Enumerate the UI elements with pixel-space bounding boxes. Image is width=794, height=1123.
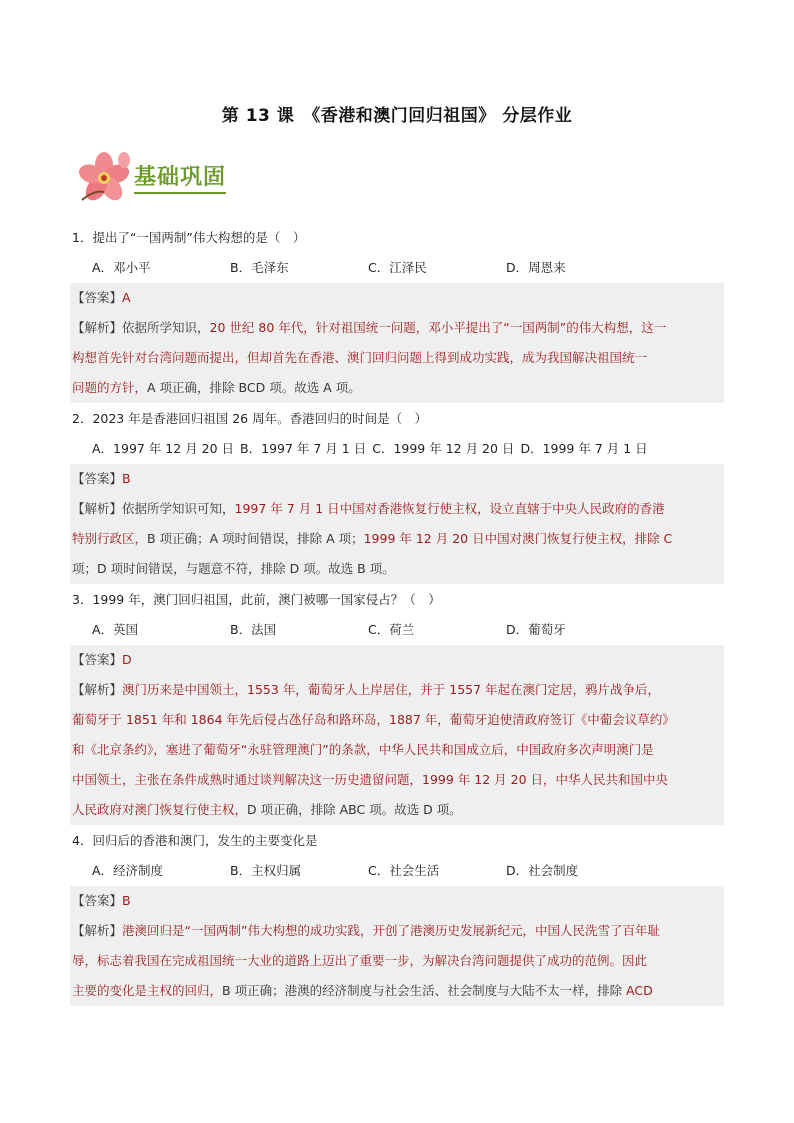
question-stem: 3．1999 年，澳门回归祖国，此前，澳门被哪一国家侵占？（ ） bbox=[72, 592, 441, 607]
analysis-line bbox=[72, 916, 722, 946]
analysis-text: 依据所学知识可知， bbox=[122, 501, 235, 516]
analysis-line bbox=[72, 313, 722, 343]
analysis-text: 1999 年 12 月 20 日中国对澳门恢复行使主权，排除 C bbox=[363, 531, 673, 546]
analysis-text: 和《北京条约》，塞进了葡萄牙“永驻管理澳门”的条款，中华人民共和国成立后，中国政府多次声明澳门是 bbox=[72, 742, 654, 757]
answer-line bbox=[72, 886, 722, 916]
option-d: D．周恩来 bbox=[506, 260, 566, 275]
analysis-text: ACD bbox=[626, 983, 653, 998]
answer-value: D bbox=[122, 652, 132, 667]
analysis-text: 辱，标志着我国在完成祖国统一大业的道路上迈出了重要一步，为解决台湾问题提供了成功的范例。因此 bbox=[72, 953, 648, 968]
option-b: B．毛泽东 bbox=[230, 260, 289, 275]
answer-tag: 【答案】 bbox=[72, 893, 123, 908]
analysis-line bbox=[72, 735, 722, 765]
option-d: D．社会制度 bbox=[506, 863, 579, 878]
question-block bbox=[70, 585, 724, 825]
section-label: 基础巩固 bbox=[134, 160, 226, 194]
analysis-tag: 【解析】 bbox=[72, 501, 123, 516]
question-block bbox=[70, 223, 724, 403]
analysis-line bbox=[72, 795, 722, 825]
analysis-tag: 【解析】 bbox=[72, 682, 123, 697]
analysis-text: 港澳回归是“一国两制”伟大构想的成功实践，开创了港澳历史发展新纪元，中国人民洗雪了百年耻 bbox=[122, 923, 660, 938]
question-stem: 4．回归后的香港和澳门，发生的主要变化是 bbox=[72, 833, 318, 848]
analysis-line bbox=[72, 343, 722, 373]
option-c: C．1999 年 12 月 20 日 bbox=[372, 441, 515, 456]
analysis-text: 构想首先针对台湾问题而提出，但却首先在香港、澳门回归问题上得到成功实践，成为我国解决祖国统一 bbox=[72, 350, 648, 365]
analysis-text: 依据所学知识， bbox=[122, 320, 210, 335]
option-b: B．法国 bbox=[230, 622, 277, 637]
option-c: C．社会生活 bbox=[368, 863, 440, 878]
analysis-text: 1997 年 7 月 1 日中国对香港恢复行使主权，设立直辖于中央人民政府的香港 bbox=[234, 501, 665, 516]
analysis-text: 澳门历来是中国领土，1553 年，葡萄牙人上岸居住，并于 1557 年起在澳门定居，鸦片战争后， bbox=[122, 682, 661, 697]
question-stem: 2．2023 年是香港回归祖国 26 周年。香港回归的时间是（ ） bbox=[72, 411, 428, 426]
analysis-line bbox=[72, 705, 722, 735]
analysis-tag: 【解析】 bbox=[72, 923, 123, 938]
question-stem: 1．提出了“一国两制”伟大构想的是（ ） bbox=[72, 230, 306, 245]
option-d: D．1999 年 7 月 1 日 bbox=[520, 441, 648, 456]
analysis-line bbox=[72, 976, 722, 1006]
analysis-line bbox=[72, 554, 722, 584]
analysis-text: 问题的方针， bbox=[72, 380, 148, 395]
question-block bbox=[70, 826, 724, 1006]
answer-line bbox=[72, 464, 722, 494]
option-d: D．葡萄牙 bbox=[506, 622, 566, 637]
analysis-text: 人民政府对澳门恢复行使主权， bbox=[72, 802, 248, 817]
answer-value: B bbox=[122, 471, 131, 486]
option-a: A．邓小平 bbox=[92, 260, 151, 275]
answer-value: A bbox=[122, 290, 131, 305]
option-a: A．英国 bbox=[92, 622, 139, 637]
analysis-text: A 项正确， bbox=[147, 380, 210, 395]
analysis-line bbox=[72, 675, 722, 705]
analysis-tag: 【解析】 bbox=[72, 320, 123, 335]
option-a: A．1997 年 12 月 20 日 bbox=[92, 441, 235, 456]
answer-tag: 【答案】 bbox=[72, 471, 123, 486]
flower-icon bbox=[74, 150, 136, 206]
answer-box bbox=[70, 464, 724, 584]
answer-box bbox=[70, 886, 724, 1006]
options-row bbox=[70, 856, 724, 886]
analysis-text: 主要的变化是主权的回归， bbox=[72, 983, 223, 998]
section-header bbox=[74, 150, 274, 206]
question-block bbox=[70, 404, 724, 584]
option-b: B．主权归属 bbox=[230, 863, 302, 878]
analysis-text: 20 世纪 80 年代，针对祖国统一问题，邓小平提出了“一国两制”的伟大构想，这一 bbox=[209, 320, 667, 335]
options-row bbox=[70, 615, 724, 645]
analysis-line bbox=[72, 524, 722, 554]
analysis-text: B 项正确；A 项时间错误，排除 A 项； bbox=[147, 531, 364, 546]
analysis-text: 特别行政区， bbox=[72, 531, 148, 546]
question-list bbox=[70, 222, 724, 1006]
analysis-line bbox=[72, 765, 722, 795]
option-c: C．江泽民 bbox=[368, 260, 427, 275]
answer-box bbox=[70, 645, 724, 825]
analysis-line bbox=[72, 373, 722, 403]
page-title: 第 13 课 《香港和澳门回归祖国》 分层作业 bbox=[221, 106, 573, 126]
analysis-text: 排除 BCD 项。故选 A 项。 bbox=[209, 380, 361, 395]
analysis-text: 葡萄牙于 1851 年和 1864 年先后侵占氹仔岛和路环岛，1887 年，葡萄牙迫使清政府签订《中葡会议草约》 bbox=[72, 712, 675, 727]
option-c: C．荷兰 bbox=[368, 622, 415, 637]
analysis-text: 中国领土，主张在条件成熟时通过谈判解决这一历史遗留问题，1999 年 12 月 20 日，中华人民共和国中央 bbox=[72, 772, 668, 787]
option-a: A．经济制度 bbox=[92, 863, 164, 878]
analysis-text: B 项正确；港澳的经济制度与社会生活、社会制度与大陆不太一样，排除 bbox=[222, 983, 627, 998]
analysis-text: 项；D 项时间错误，与题意不符，排除 D 项。故选 B 项。 bbox=[72, 561, 395, 576]
answer-box bbox=[70, 283, 724, 403]
option-b: B．1997 年 7 月 1 日 bbox=[240, 441, 367, 456]
answer-value: B bbox=[122, 893, 131, 908]
analysis-line bbox=[72, 494, 722, 524]
answer-tag: 【答案】 bbox=[72, 652, 123, 667]
options-row bbox=[70, 253, 724, 283]
answer-tag: 【答案】 bbox=[72, 290, 123, 305]
analysis-text: D 项正确，排除 ABC 项。故选 D 项。 bbox=[247, 802, 462, 817]
answer-line bbox=[72, 283, 722, 313]
options-row bbox=[70, 434, 724, 464]
answer-line bbox=[72, 645, 722, 675]
analysis-line bbox=[72, 946, 722, 976]
